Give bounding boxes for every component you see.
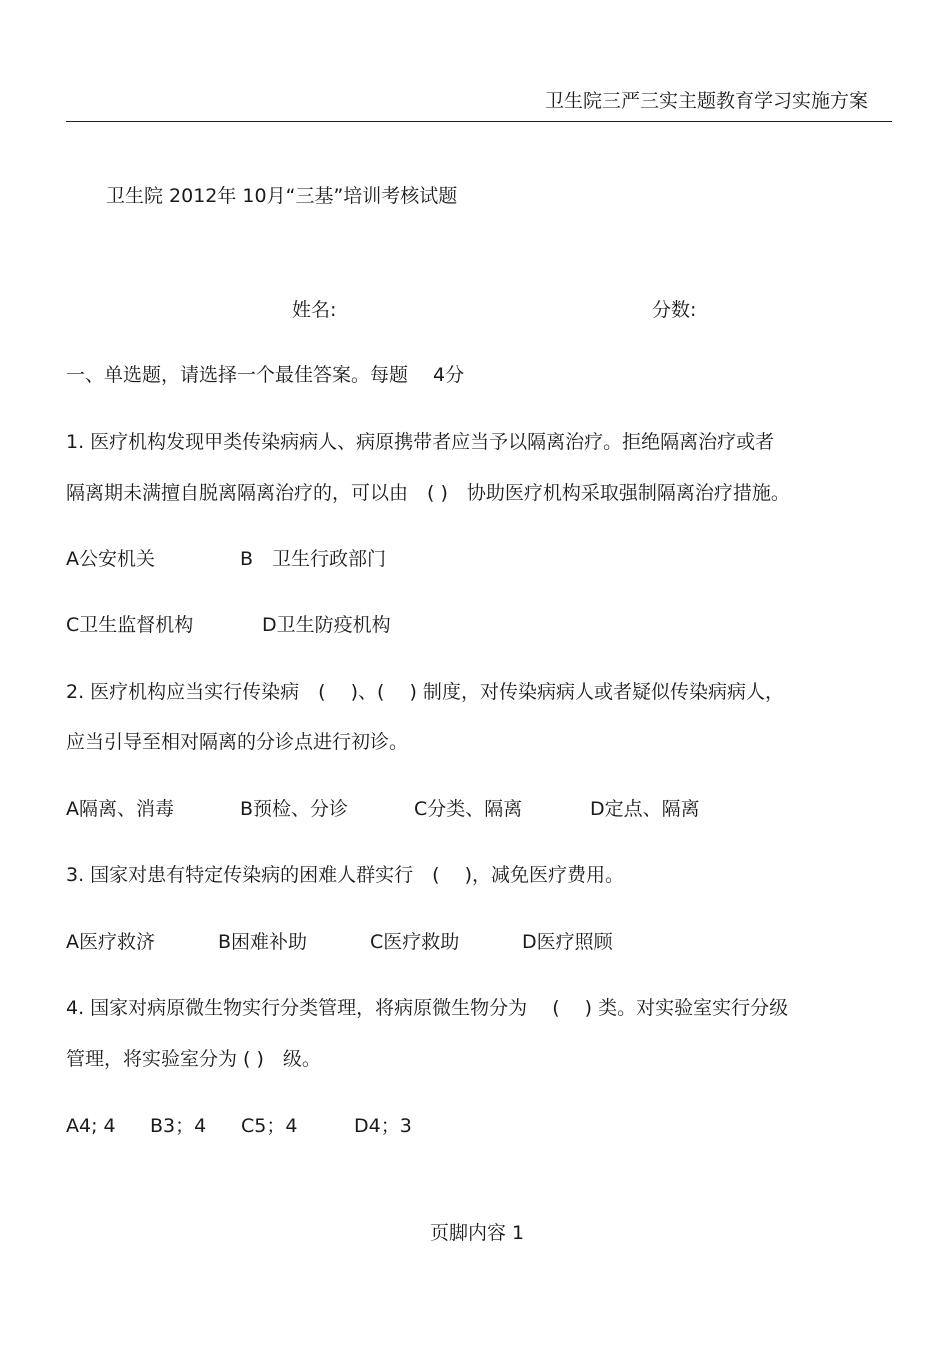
question-1-line-2: 隔离期未满擅自脱离隔离治疗的，可以由 ( ) 协助医疗机构采取强制隔离治疗措施。 (66, 482, 790, 504)
question-2-line-1: 2. 医疗机构应当实行传染病 ( )、( ) 制度，对传染病病人或者疑似传染病病人， (66, 681, 784, 703)
option-d: D定点、隔离 (590, 798, 700, 820)
option-c: C分类、隔离 (414, 798, 523, 820)
option-c: C卫生监督机构 (66, 614, 194, 636)
question-1-line-1: 1. 医疗机构发现甲类传染病病人、病原携带者应当予以隔离治疗。拒绝隔离治疗或者 (66, 431, 775, 453)
document-title: 卫生院 2012年 10月“三基”培训考核试题 (106, 185, 458, 207)
option-c: C5；4 (241, 1115, 298, 1137)
option-d: D卫生防疫机构 (262, 614, 391, 636)
section-heading: 一、单选题，请选择一个最佳答案。每题 4分 (66, 364, 465, 386)
page-footer: 页脚内容 1 (430, 1222, 525, 1244)
option-d: D4；3 (354, 1115, 412, 1137)
option-b: B 卫生行政部门 (240, 548, 387, 570)
question-4-line-1: 4. 国家对病原微生物实行分类管理，将病原微生物分为 ( ) 类。对实验室实行分级 (66, 997, 789, 1019)
option-b: B困难补助 (218, 931, 308, 953)
option-a: A4; 4 (66, 1115, 116, 1137)
option-b: B3；4 (150, 1115, 207, 1137)
option-c: C医疗救助 (370, 931, 460, 953)
option-a: A公安机关 (66, 548, 155, 570)
option-a: A隔离、消毒 (66, 798, 174, 820)
question-2-line-2: 应当引导至相对隔离的分诊点进行初诊。 (66, 731, 409, 753)
score-label: 分数: (652, 299, 697, 321)
option-d: D医疗照顾 (522, 931, 613, 953)
option-a: A医疗救济 (66, 931, 155, 953)
running-header: 卫生院三严三实主题教育学习实施方案 (544, 90, 868, 112)
header-divider (66, 121, 892, 122)
option-b: B预检、分诊 (240, 798, 349, 820)
name-label: 姓名: (292, 299, 337, 321)
question-3-line-1: 3. 国家对患有特定传染病的困难人群实行 ( )，减免医疗费用。 (66, 864, 625, 886)
question-4-line-2: 管理，将实验室分为 ( ) 级。 (66, 1048, 321, 1070)
